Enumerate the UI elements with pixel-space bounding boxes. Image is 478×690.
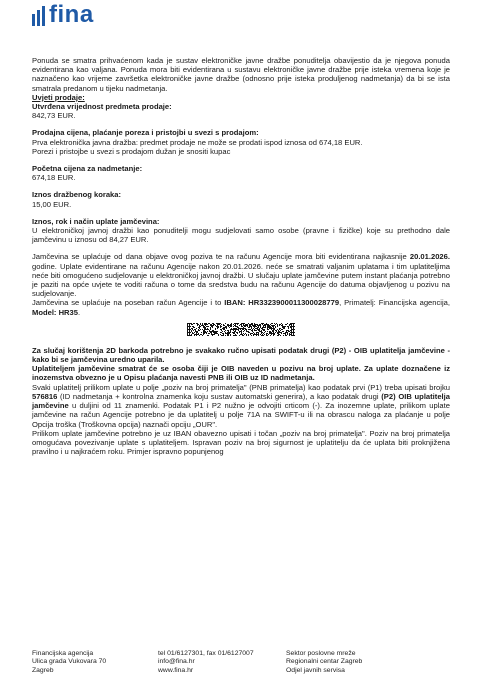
footer-org: Financijska agencija [32,650,94,657]
footer-phone: tel 01/6127301, fax 01/6127007 [158,650,254,657]
footer-sector: Sektor poslovne mreže [286,650,356,657]
footer-city: Zagreb [32,666,54,674]
price-line-1: Prva elektronička javna dražba: predmet prodaje ne može se prodati ispod iznosa od 674,18 EUR. [32,137,363,147]
page-footer [32,650,450,675]
logo-bars-icon [32,4,45,26]
footer-department [286,650,436,675]
footer-email: info@fina.hr [158,658,195,666]
deposit-label: Iznos, rok i način uplate jamčevina: [32,216,160,226]
deposit-paragraph-3: Jamčevina se uplaćuje na poseban račun Agencije i to IBAN: HR3323900011300028779, Primatelj: Financijska agencija, Model: HR35. [32,298,450,317]
deposit-paragraph-2: Jamčevina se uplaćuje od dana objave ovog poziva te na računu Agencije mora biti evidentirana najkasnije 20.01.2026. godine. Uplate evidentirane na računu Agencije nakon 20.01.2026. neće se smatrati valjanim uplatama i tim uplatiteljima neće biti omogućeno sudjelovanje u elektroničkoj javnoj dražbi. U slučaju uplate jamčevine putem instant plaćanja potrebno je paziti na opće uvjete te voditi računa o tome da sredstva budu na računu Agencije do datuma objavljenog u pozivu na sudjelovanje. [32,252,450,299]
footer-website: www.fina.hr [158,666,194,674]
conditions-heading: Uvjeti prodaje: [32,92,85,102]
step-section [32,190,450,208]
fina-logo [32,1,94,28]
pnb-paragraph: Svaki uplatitelj prilikom uplate u polje „poziv na broj primatelja" (PNB primatelja) kao podatak prvi (P1) treba upisati brojku 576816 (ID nadmetanja + kontrolna znamenka koju sustav automatski generira), a kao podatak drugi (P2) OIB uplatitelja jamčevine u duljini od 11 znamenki. Podatak P1 i P2 nužno je odvojiti crticom (-). Za inozemne uplate, prilikom uplate jamčevine na račun Agencije potrebno je da uplatitelj u polje 71A na SWIFT-u ili na obrascu naloga za plaćanje u polje Opcija troška (Troškovna opcija) naznači opciju „OUR". [32,382,450,429]
payment-2d-barcode [32,323,450,336]
value-amount: 842,73 EUR. [32,111,76,121]
step-label: Iznos dražbenog koraka: [32,190,122,200]
barcode-graphic [187,323,295,336]
start-price-label: Početna cijena za nadmetanje: [32,164,143,174]
document-body [32,56,450,456]
final-paragraph: Prilikom uplate jamčevine potrebno je uz IBAN obavezno upisati i točan „poziv na broj primatelja". Poziv na broj primatelja omogućava povezivanje uplate s uplatiteljem. Ispravan poziv na broj sigurnost je uplatitelju da će uplata biti proknjižena pravilno i u najkraćem roku. Primjer ispravno popunjenog [32,428,450,457]
notice-payer: Uplatiteljem jamčevine smatrat će se osoba čiji je OIB naveden u pozivu na broj uplate. Za uplate doznačene iz inozemstva obvezno je u Opisu plaćanja navesti PNB ili OIB uz ID nadmetanja. [32,364,450,383]
footer-street: Ulica grada Vukovara 70 [32,658,107,666]
step-amount: 15,00 EUR. [32,199,72,209]
logo-wordmark: fina [49,1,94,28]
price-label: Prodajna cijena, plaćanje poreza i pristojbi u svezi s prodajom: [32,128,259,138]
footer-unit: Odjel javnih servisa [286,666,345,674]
footer-contact [158,650,286,675]
value-label: Utvrđena vrijednost predmeta prodaje: [32,102,172,112]
footer-region: Regionalni centar Zagreb [286,658,363,666]
start-price-amount: 674,18 EUR. [32,173,76,183]
start-price-section [32,164,450,182]
deposit-paragraph-1: U elektroničkoj javnoj dražbi kao ponuditelji mogu sudjelovati samo osobe (pravne i fizičke) koje su prethodno dale jamčevinu u iznosu od 84,27 EUR. [32,226,450,245]
footer-address [32,650,158,675]
notice-2d-barcode: Za slučaj korištenja 2D barkoda potrebno je svakako ručno upisati podatak drugi (P2) - OIB uplatitelja jamčevine - kako bi se jamčevina uredno uparila. [32,345,450,365]
price-line-2: Porezi i pristojbe u svezi s prodajom dužan je snositi kupac [32,146,231,156]
price-section [32,128,450,156]
value-section [32,102,450,120]
intro-paragraph: Ponuda se smatra prihvaćenom kada je sustav elektroničke javne dražbe ponuditelja obavijestio da je njegova ponuda evidentirana kao valjana. Ponuda mora biti evidentirana u sustavu elektroničke javne dražbe prije isteka vremena koje je naznačeno kao vrijeme završetka elektroničke javne dražbe (odnosno prije isteka produljenog nadmetanja) da bi se ista smatrala predanom u tijeku nadmetanja. [32,56,450,93]
deposit-section [32,217,450,245]
